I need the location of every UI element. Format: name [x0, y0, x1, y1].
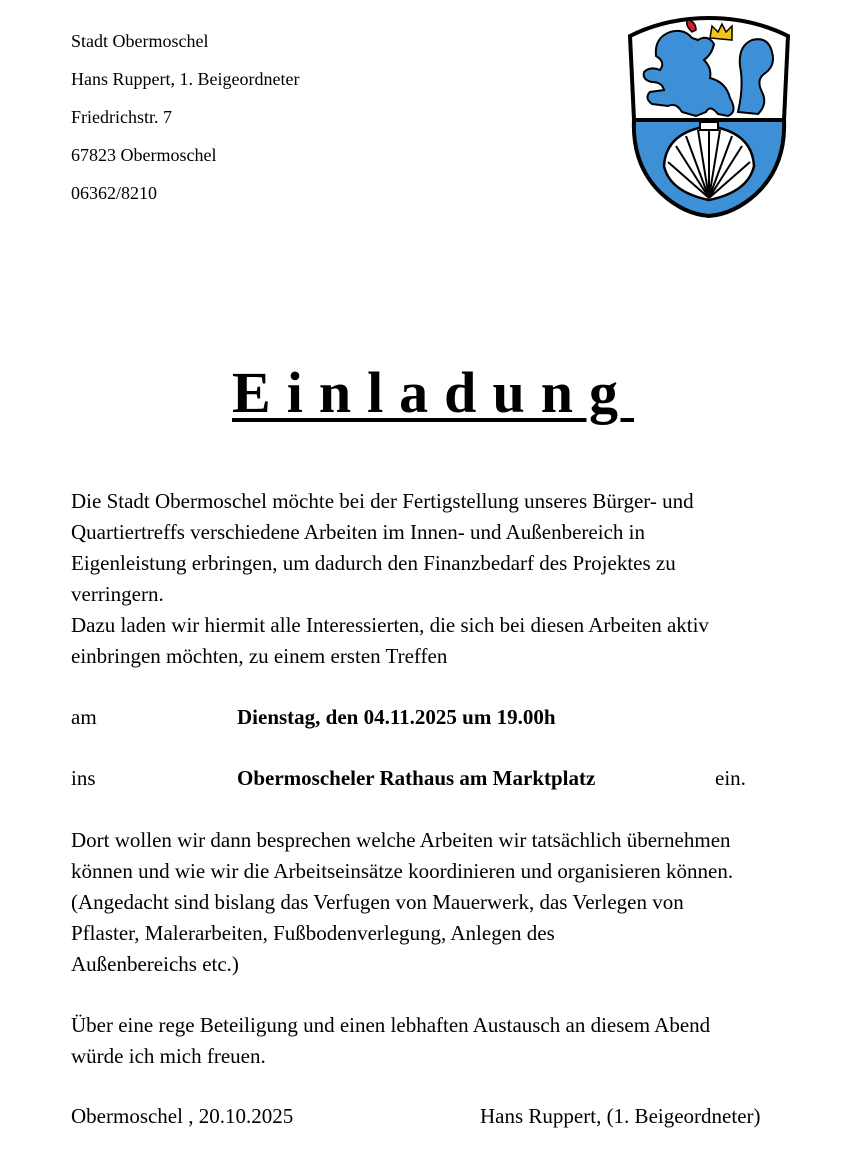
place-date: Obermoschel , 20.10.2025	[71, 1104, 294, 1128]
details-paragraph	[71, 825, 811, 980]
date-value: Dienstag, den 04.11.2025 um 19.00h	[237, 705, 556, 729]
place-label: ins	[71, 766, 96, 790]
place-value: Obermoscheler Rathaus am Marktplatz	[237, 766, 596, 790]
text-line: Dort wollen wir dann besprechen welche Arbeiten wir tatsächlich übernehmen	[71, 828, 731, 852]
place-tail: ein.	[715, 766, 746, 790]
text-line: würde ich mich freuen.	[71, 1044, 266, 1068]
text-line: Dazu laden wir hiermit alle Interessierten, die sich bei diesen Arbeiten aktiv	[71, 613, 709, 637]
sender-line: Friedrichstr. 7	[71, 107, 172, 127]
intro-paragraph	[71, 486, 811, 672]
text-line: verringern.	[71, 582, 164, 606]
text-line: (Angedacht sind bislang das Verfugen von Mauerwerk, das Verlegen von	[71, 890, 684, 914]
sender-line: 06362/8210	[71, 183, 158, 203]
sender-address	[71, 22, 299, 212]
sender-line: 67823 Obermoschel	[71, 145, 217, 165]
closing-paragraph	[71, 1010, 811, 1072]
text-line: Über eine rege Beteiligung und einen lebhaften Austausch an diesem Abend	[71, 1013, 711, 1037]
text-line: Quartiertreffs verschiedene Arbeiten im Innen- und Außenbereich in	[71, 520, 645, 544]
date-label: am	[71, 705, 97, 729]
text-line: Die Stadt Obermoschel möchte bei der Fertigstellung unseres Bürger- und	[71, 489, 694, 513]
text-line: Pflaster, Malerarbeiten, Fußbodenverlegung, Anlegen des	[71, 921, 555, 945]
text-line: Außenbereichs etc.)	[71, 952, 239, 976]
text-line: Eigenleistung erbringen, um dadurch den Finanzbedarf des Projektes zu	[71, 551, 676, 575]
signature: Hans Ruppert, (1. Beigeordneter)	[480, 1104, 761, 1128]
sender-line: Hans Ruppert, 1. Beigeordneter	[71, 69, 300, 89]
text-line: können und wie wir die Arbeitseinsätze koordinieren und organisieren können.	[71, 859, 734, 883]
sender-line: Stadt Obermoschel	[71, 31, 209, 51]
coat-of-arms-icon	[626, 16, 792, 218]
text-line: einbringen möchten, zu einem ersten Treffen	[71, 644, 448, 668]
page-title: Einladung	[232, 360, 634, 425]
